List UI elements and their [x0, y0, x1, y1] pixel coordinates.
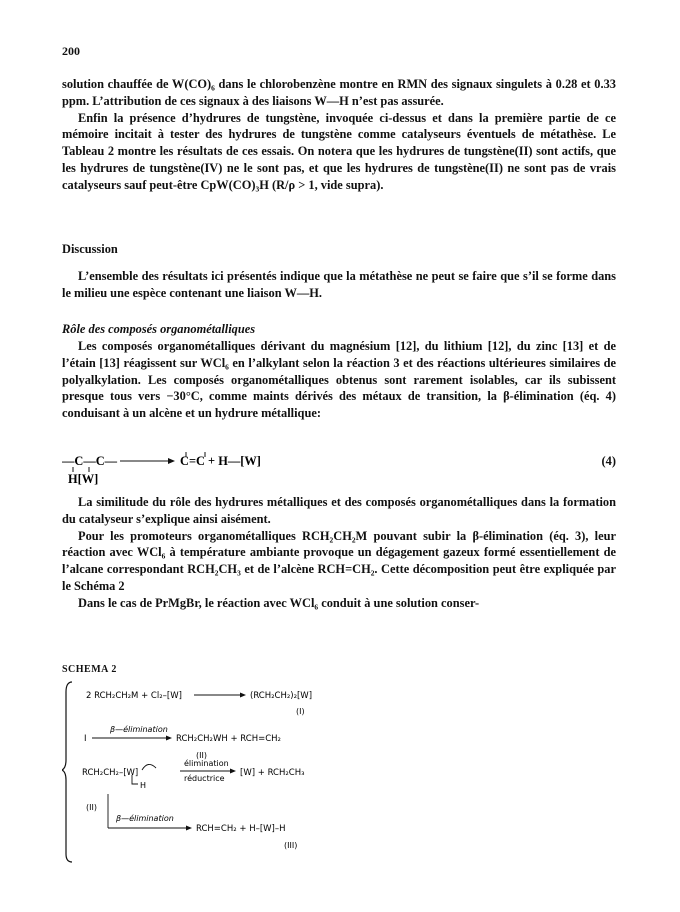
arrow-head — [240, 693, 246, 698]
page-number: 200 — [62, 44, 80, 58]
electron-shift-arrow — [142, 764, 156, 770]
arrow-head — [230, 769, 236, 774]
equation-4 — [62, 452, 616, 486]
scheme-products-2: RCH₂CH₂WH + RCH=CH₂ — [176, 734, 281, 744]
paragraph: Pour les promoteurs organométalliques RCH₂CH₂M pouvant subir la β-élimination (éq. 3), leur réaction avec WCl₆ à température ambiante provoque un dégagement gazeux formé essentiellement de l’alcane correspondant RCH₂CH₃ et de l’alcène RCH=CH₂. Cette décomposition peut être expliquée par le Schéma 2 — [62, 528, 616, 593]
scheme-graphic — [62, 678, 362, 864]
equation-reactant: —C—C— — [62, 454, 118, 468]
equation-number: (4) — [601, 454, 616, 468]
scheme-reactant-ii: (II) — [86, 803, 97, 812]
text-block-top — [62, 76, 616, 194]
paragraph: Dans le cas de PrMgBr, le réaction avec WCl₆ conduit à une solution conser- — [78, 595, 480, 610]
arrow-head — [168, 458, 175, 464]
section-heading-discussion: Discussion — [62, 242, 118, 256]
text-block-bottom — [62, 494, 616, 612]
paragraph: L’ensemble des résultats ici présentés indique que la métathèse ne peut se faire que s’il se forme dans le milieu une espèce contenant une liaison W—H. — [62, 269, 616, 300]
arrow-head — [186, 826, 192, 831]
scheme-title: SCHEMA 2 — [62, 664, 117, 675]
equation-product: C=C + H—[W] — [180, 454, 261, 468]
text-block-discussion — [62, 268, 616, 302]
paragraph: Enfin la présence d’hydrures de tungstène, invoquée ci-dessus et dans la première partie de ce mémoire incitait à tester des hydrures de tungstène comme catalyseurs éventuels de métathèse. Le Tableau 2 montre les résultats de ces essais. On notera que les hydrures de tungstène(II) sont actifs, que les hydrures de tungstène(IV) ne le sont pas, et que les hydrures de tungstène(II) ne sont pas de vrais catalyseurs sauf peut-être CpW(CO)₃H (R/ρ > 1, vide supra). — [62, 110, 616, 192]
paragraph: Les composés organométalliques dérivant du magnésium [12], du lithium [12], du zinc [13] et de l’étain [13] réagissent sur WCl₆ en l’alkylant selon la réaction 3 et des réactions ultérieures similaires de polyalkylation. Les composés organométalliques obtenus sont rarement isolables, car ils subissent presque tous vers −30°C, comme maints dérivés des métaux de transition, la β-élimination (éq. 4) conduisant à un alcène et un hydrure métallique: — [62, 339, 616, 421]
arrow-label-beta-elimination: β—élimination — [116, 814, 174, 823]
arrow-label-beta-elimination: β—élimination — [110, 725, 168, 734]
arrow-head — [166, 736, 172, 741]
scheme-products-4: RCH=CH₂ + H–[W]–H — [196, 824, 286, 834]
scheme-reactants: 2 RCH₂CH₂M + Cl₂–[W] — [86, 691, 182, 701]
compound-label-i: (I) — [296, 707, 305, 716]
compound-label-ii: (II) — [196, 751, 207, 760]
compound-label-iii: (III) — [284, 841, 298, 850]
paragraph: La similitude du rôle des hydrures métalliques et des composés organométalliques dans la formation du catalyseur s’explique ainsi aisément. — [62, 495, 616, 526]
scheme-products-3: [W] + RCH₂CH₃ — [240, 768, 305, 778]
equation-reactant-substituents: H[W] — [68, 472, 99, 486]
paragraph: solution chauffée de W(CO)₆ dans le chlorobenzène montre en RMN des signaux singulets à 0.28 et 0.33 ppm. L’attribution de ces signaux à des liaisons W—H n’est pas assurée. — [62, 77, 616, 108]
brace — [62, 682, 72, 862]
scheme-product-1: (RCH₂CH₂)₂[W] — [250, 691, 313, 701]
equation-graphic — [62, 452, 522, 486]
hydrogen-atom: H — [140, 781, 147, 790]
scheme-reactant-i: I — [84, 734, 87, 744]
scheme-reactant-3: RCH₂CH₂–[W] — [82, 768, 139, 778]
text-block-role — [62, 338, 616, 422]
scheme-2 — [62, 678, 362, 864]
arrow-label-elimination: élimination — [184, 759, 229, 768]
arrow-label-reductrice: réductrice — [184, 774, 225, 783]
subsection-heading-role: Rôle des composés organométalliques — [62, 322, 256, 336]
